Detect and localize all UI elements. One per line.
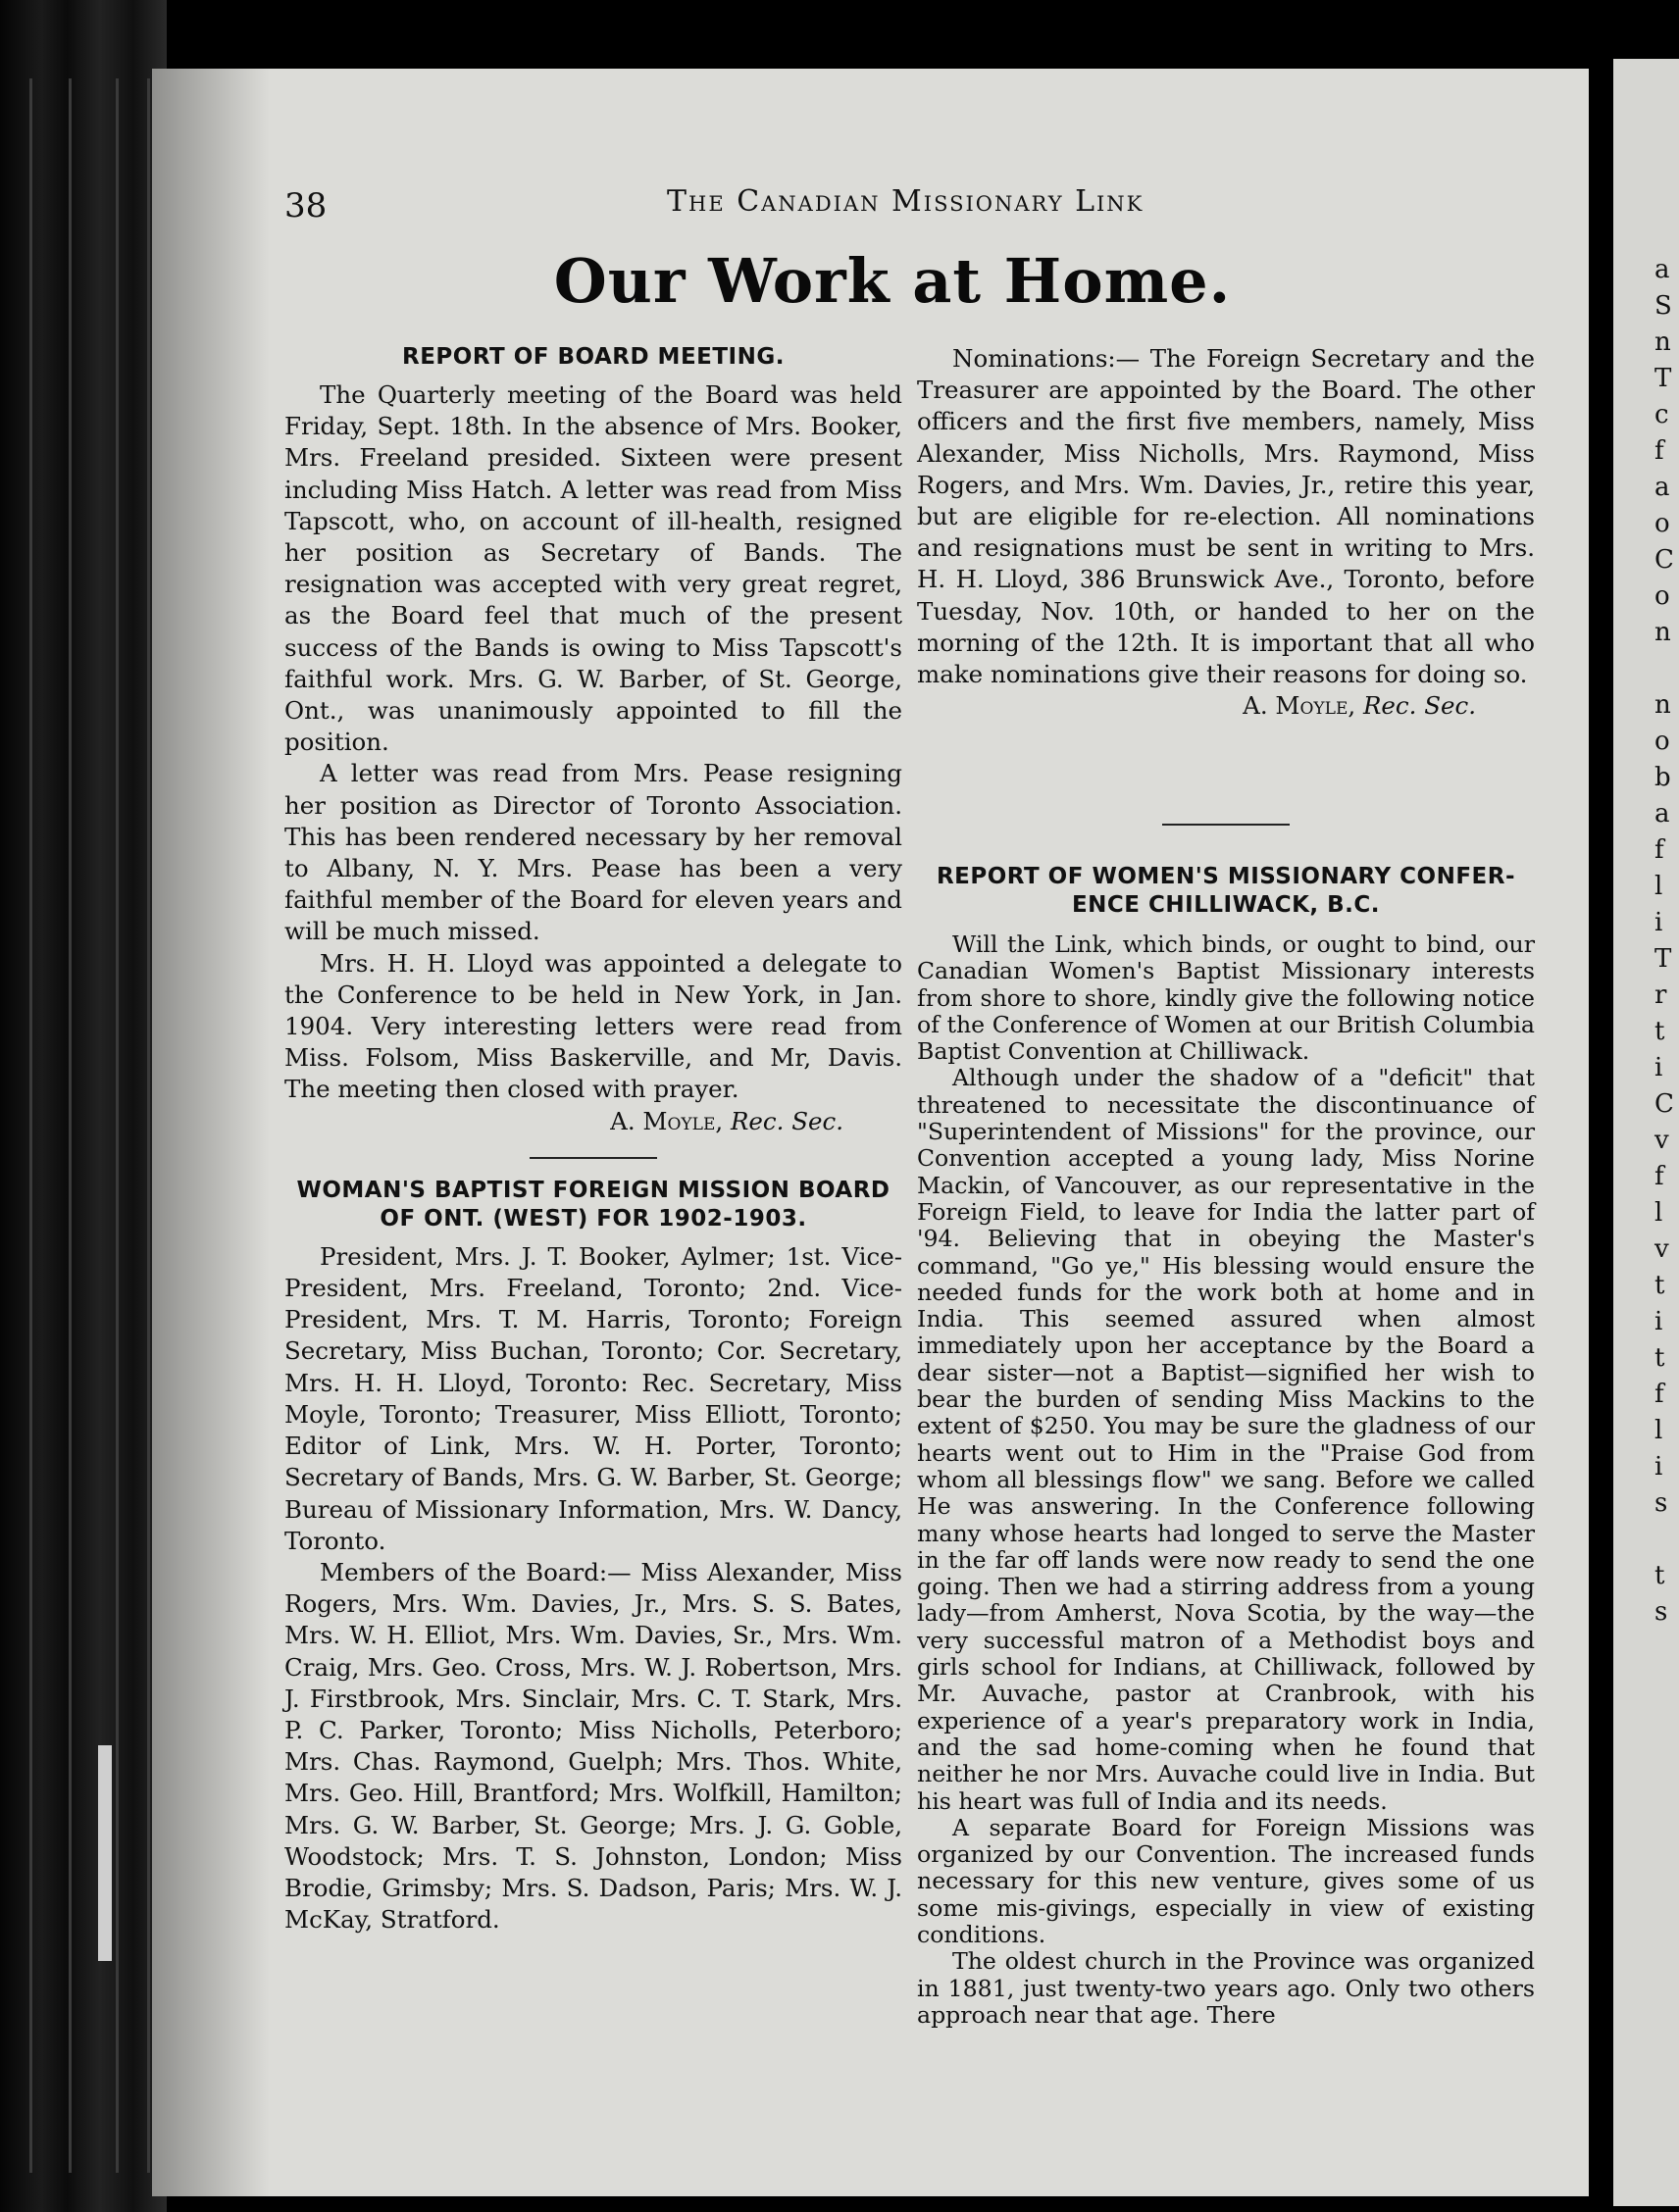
conference-heading bbox=[917, 863, 1535, 920]
members-paragraph: Members of the Board:— Miss Alexander, Miss Rogers, Mrs. Wm. Davies, Jr., Mrs. S. S. Bates, Mrs. W. H. Elliot, Mrs. Wm. Davies, Sr., Mrs. Wm. Craig, Mrs. Geo. Cross, Mrs. W. J. Robertson, Mrs. J. Firstbrook, Mrs. Sinclair, Mrs. C. T. Stark, Mrs. P. C. Parker, Toronto; Miss Nicholls, Peterboro; Mrs. Chas. Raymond, Guelph; Mrs. Thos. White, Mrs. Geo. Hill, Brantford; Mrs. Wolfkill, Hamilton; Mrs. G. W. Barber, St. George; Mrs. J. G. Goble, Woodstock; Mrs. T. S. Johnston, London; Miss Brodie, Grimsby; Mrs. S. Dadson, Paris; Mrs. W. J. McKay, Stratford. bbox=[284, 1557, 902, 1935]
facing-page-fragment: n bbox=[1654, 618, 1671, 647]
facing-page-fragment: l bbox=[1654, 1416, 1663, 1445]
left-column bbox=[284, 343, 902, 1936]
board-meeting-signature bbox=[284, 1106, 902, 1137]
facing-page-fragment: i bbox=[1654, 1307, 1663, 1336]
nominations-signature bbox=[917, 690, 1535, 722]
facing-page-fragment: T bbox=[1654, 944, 1672, 974]
nominations-paragraph: Nominations:— The Foreign Secretary and the Treasurer are appointed by the Board. The other officers and the first five members, namely, Miss Alexander, Miss Nicholls, Mrs. Raymond, Miss Rogers, and Mrs. Wm. Davies, Jr., retire this year, but are eligible for re-election. All nominations and resignations must be sent in writing to Mrs. H. H. Lloyd, 386 Brunswick Ave., Toronto, before Tuesday, Nov. 10th, or handed to her on the morning of the 12th. It is important that all who make nominations give their reasons for doing so. bbox=[917, 344, 1535, 689]
page-title: Our Work at Home. bbox=[553, 245, 1232, 317]
facing-page-fragment: a bbox=[1654, 473, 1670, 502]
section-divider bbox=[1162, 824, 1290, 826]
foreign-board-heading-line2: OF ONT. (WEST) FOR 1902-1903. bbox=[380, 1205, 807, 1232]
facing-page-fragment: l bbox=[1654, 1198, 1663, 1228]
facing-page-fragment: f bbox=[1654, 1380, 1664, 1409]
book-binding bbox=[0, 0, 167, 2212]
facing-page-fragment: v bbox=[1654, 1126, 1669, 1155]
facing-page-fragment: S bbox=[1654, 291, 1672, 321]
nominations-section bbox=[917, 343, 1535, 722]
facing-page-fragment: i bbox=[1654, 908, 1663, 937]
facing-page-fragment: f bbox=[1654, 436, 1664, 466]
facing-page-fragment: a bbox=[1654, 255, 1670, 284]
facing-page-fragment: i bbox=[1654, 1452, 1663, 1482]
facing-page-fragment: t bbox=[1654, 1343, 1665, 1373]
facing-page-fragment: s bbox=[1654, 1488, 1668, 1518]
conference-section bbox=[917, 824, 1535, 2029]
facing-page-fragment: T bbox=[1654, 364, 1672, 393]
conference-paragraph: Will the Link, which binds, or ought to bind, our Canadian Women's Baptist Missionary interests from shore to shore, kindly give the following notice of the Conference of Women at our British Columbia Baptist Convention at Chilliwack. bbox=[917, 930, 1535, 1066]
facing-page-fragment: o bbox=[1654, 509, 1670, 538]
running-head: The Canadian Missionary Link bbox=[667, 184, 1145, 219]
page-gutter bbox=[1589, 59, 1613, 2206]
facing-page-fragment: t bbox=[1654, 1561, 1665, 1590]
binding-tab bbox=[98, 1745, 112, 1961]
facing-page-fragment: t bbox=[1654, 1271, 1665, 1300]
facing-page-fragment: t bbox=[1654, 1017, 1665, 1046]
section-divider bbox=[530, 1157, 657, 1159]
page-number: 38 bbox=[284, 186, 328, 226]
facing-page-fragment: r bbox=[1654, 980, 1667, 1010]
facing-page-fragment: f bbox=[1654, 835, 1664, 865]
facing-page-fragment: i bbox=[1654, 1053, 1663, 1082]
conference-paragraph: Although under the shadow of a "deficit" that threatened to necessitate the discontinuance of "Superintendent of Missions" for the province, our Convention accepted a young lady, Miss Norine Mackin, of Vancouver, as our representative in the Foreign Field, to leave for India the latter part of '94. Believing that in obeying the Master's command, "Go ye," His blessing would ensure the needed funds for the work both at home and in India. This seemed assured when almost immediately upon her acceptance by the Board a dear sister—not a Baptist—signified her wish to bear the burden of sending Miss Mackins to the extent of $250. You may be sure the gladness of our hearts went out to Him in the "Praise God from whom all blessings flow" we sang. Before we called He was answering. In the Conference following many whose hearts had longed to serve the Master in the far off lands were now ready to send the one going. Then we had a stirring address from a young lady—from Amherst, Nova Scotia, by the way—the very successful matron of a Methodist boys and girls school for Indians, at Chilliwack, followed by Mr. Auvache, pastor at Cranbrook, with his experience of a year's preparatory work in India, and the sad home-coming when he found that neither he nor Mrs. Auvache could live in India. But his heart was full of India and its needs. bbox=[917, 1064, 1535, 1815]
board-meeting-heading: REPORT OF BOARD MEETING. bbox=[402, 344, 785, 370]
facing-page-fragment: o bbox=[1654, 727, 1670, 756]
board-meeting-paragraph: A letter was read from Mrs. Pease resigning her position as Director of Toronto Association. This has been rendered necessary by her removal to Albany, N. Y. Mrs. Pease has been a very faithful member of the Board for eleven years and will be much missed. bbox=[284, 759, 902, 946]
conference-paragraph: The oldest church in the Province was organized in 1881, just twenty-two years ago. Only two others approach near that age. There bbox=[917, 1947, 1535, 2029]
conference-heading-line2: ENCE CHILLIWACK, B.C. bbox=[1071, 892, 1381, 918]
facing-page-fragment: b bbox=[1654, 763, 1671, 792]
foreign-board-heading bbox=[284, 1177, 902, 1233]
facing-page-fragment: f bbox=[1654, 1162, 1664, 1191]
signature-role: Rec. Sec. bbox=[730, 1106, 843, 1135]
signature-name: A. Moyle, bbox=[1243, 691, 1356, 721]
facing-page-fragment: C bbox=[1654, 545, 1674, 575]
facing-page-fragment: c bbox=[1654, 400, 1669, 429]
facing-page-edge bbox=[1613, 59, 1679, 2206]
facing-page-fragment: n bbox=[1654, 690, 1671, 720]
facing-page-fragment: l bbox=[1654, 872, 1663, 901]
signature-name: A. Moyle, bbox=[610, 1106, 724, 1135]
facing-page-fragment: C bbox=[1654, 1089, 1674, 1119]
facing-page-fragment: o bbox=[1654, 581, 1670, 611]
facing-page-fragment: v bbox=[1654, 1234, 1669, 1264]
board-meeting-paragraph: The Quarterly meeting of the Board was held Friday, Sept. 18th. In the absence of Mrs. Booker, Mrs. Freeland presided. Sixteen were present including Miss Hatch. A letter was read from Miss Tapscott, who, on account of ill-health, resigned her position as Secretary of Bands. The resignation was accepted with very great regret, as the Board feel that much of the present success of the Bands is owing to Miss Tapscott's faithful work. Mrs. G. W. Barber, of St. George, Ont., was unanimously appointed to fill the position. bbox=[284, 380, 902, 757]
facing-page-fragment: n bbox=[1654, 327, 1671, 357]
foreign-board-heading-line1: WOMAN'S BAPTIST FOREIGN MISSION BOARD bbox=[296, 1177, 890, 1203]
facing-page-fragment: s bbox=[1654, 1597, 1668, 1627]
conference-paragraph: A separate Board for Foreign Missions was organized by our Convention. The increased funds necessary for this new venture, gives some of us some mis-givings, especially in view of existing conditions. bbox=[917, 1813, 1535, 1948]
facing-page-fragment: a bbox=[1654, 799, 1670, 829]
conference-heading-line1: REPORT OF WOMEN'S MISSIONARY CONFER- bbox=[936, 864, 1516, 889]
signature-role: Rec. Sec. bbox=[1362, 691, 1476, 721]
officers-paragraph: President, Mrs. J. T. Booker, Aylmer; 1st. Vice-President, Mrs. Freeland, Toronto; 2nd. Vice-President, Mrs. T. M. Harris, Toronto; Foreign Secretary, Miss Buchan, Toronto; Cor. Secretary, Mrs. H. H. Lloyd, Toronto: Rec. Secretary, Miss Moyle, Toronto; Treasurer, Miss Elliott, Toronto; Editor of Link, Mrs. W. H. Porter, Toronto; Secretary of Bands, Mrs. G. W. Barber, St. George; Bureau of Missionary Information, Mrs. W. Dancy, Toronto. bbox=[284, 1241, 902, 1555]
board-meeting-paragraph: Mrs. H. H. Lloyd was appointed a delegate to the Conference to be held in New York, in Jan. 1904. Very interesting letters were read from Miss. Folsom, Miss Baskerville, and Mr, Davis. The meeting then closed with prayer. bbox=[284, 948, 902, 1104]
